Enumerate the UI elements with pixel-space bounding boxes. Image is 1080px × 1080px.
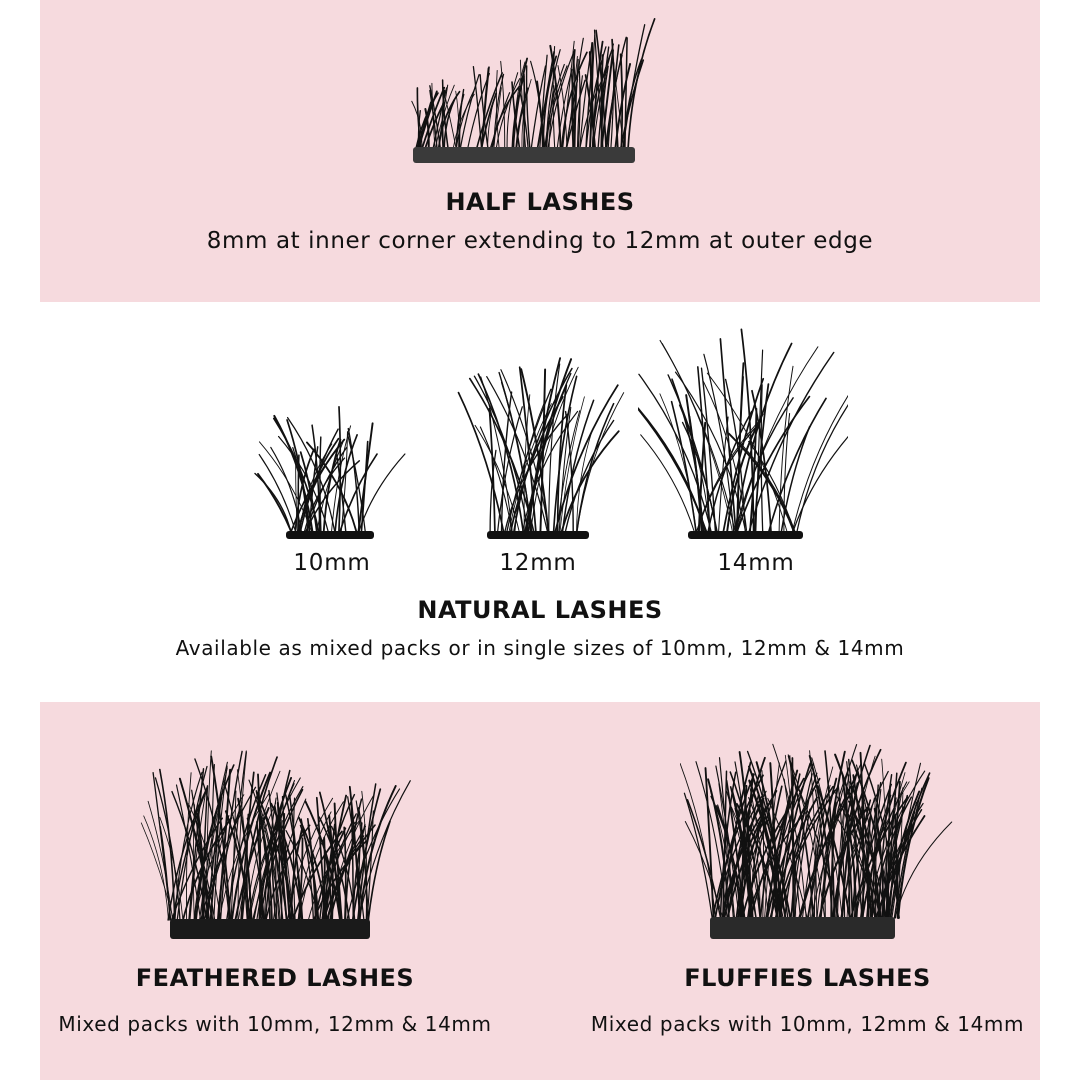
feathered-lashes-title: FEATHERED LASHES [135,964,415,992]
natural-lashes-description: Available as mixed packs or in single sizes of 10mm, 12mm & 14mm [175,636,905,660]
natural-lash-12mm-icon [445,340,625,542]
feathered-lashes-section [40,702,510,1080]
feathered-fluffies-panel [40,702,1040,1080]
half-lashes-panel [40,0,1040,302]
size-label-14mm: 14mm [717,550,795,576]
natural-lash-10mm-icon [250,382,410,542]
feathered-lash-icon [140,746,420,942]
half-lashes-title: HALF LASHES [445,188,635,216]
natural-lashes-panel [40,302,1040,702]
fluffies-lashes-section [575,702,1040,1080]
size-label-10mm: 10mm [293,550,371,576]
half-lashes-description: 8mm at inner corner extending to 12mm at outer edge [206,228,874,254]
fluffies-lash-icon [680,742,960,942]
half-lash-strip-icon [405,16,675,166]
fluffies-lashes-description: Mixed packs with 10mm, 12mm & 14mm [590,1012,1025,1036]
natural-lashes-title: NATURAL LASHES [417,596,663,624]
size-label-12mm: 12mm [499,550,577,576]
fluffies-lashes-title: FLUFFIES LASHES [684,964,931,992]
natural-lash-14mm-icon [638,320,848,542]
feathered-lashes-description: Mixed packs with 10mm, 12mm & 14mm [58,1012,492,1036]
